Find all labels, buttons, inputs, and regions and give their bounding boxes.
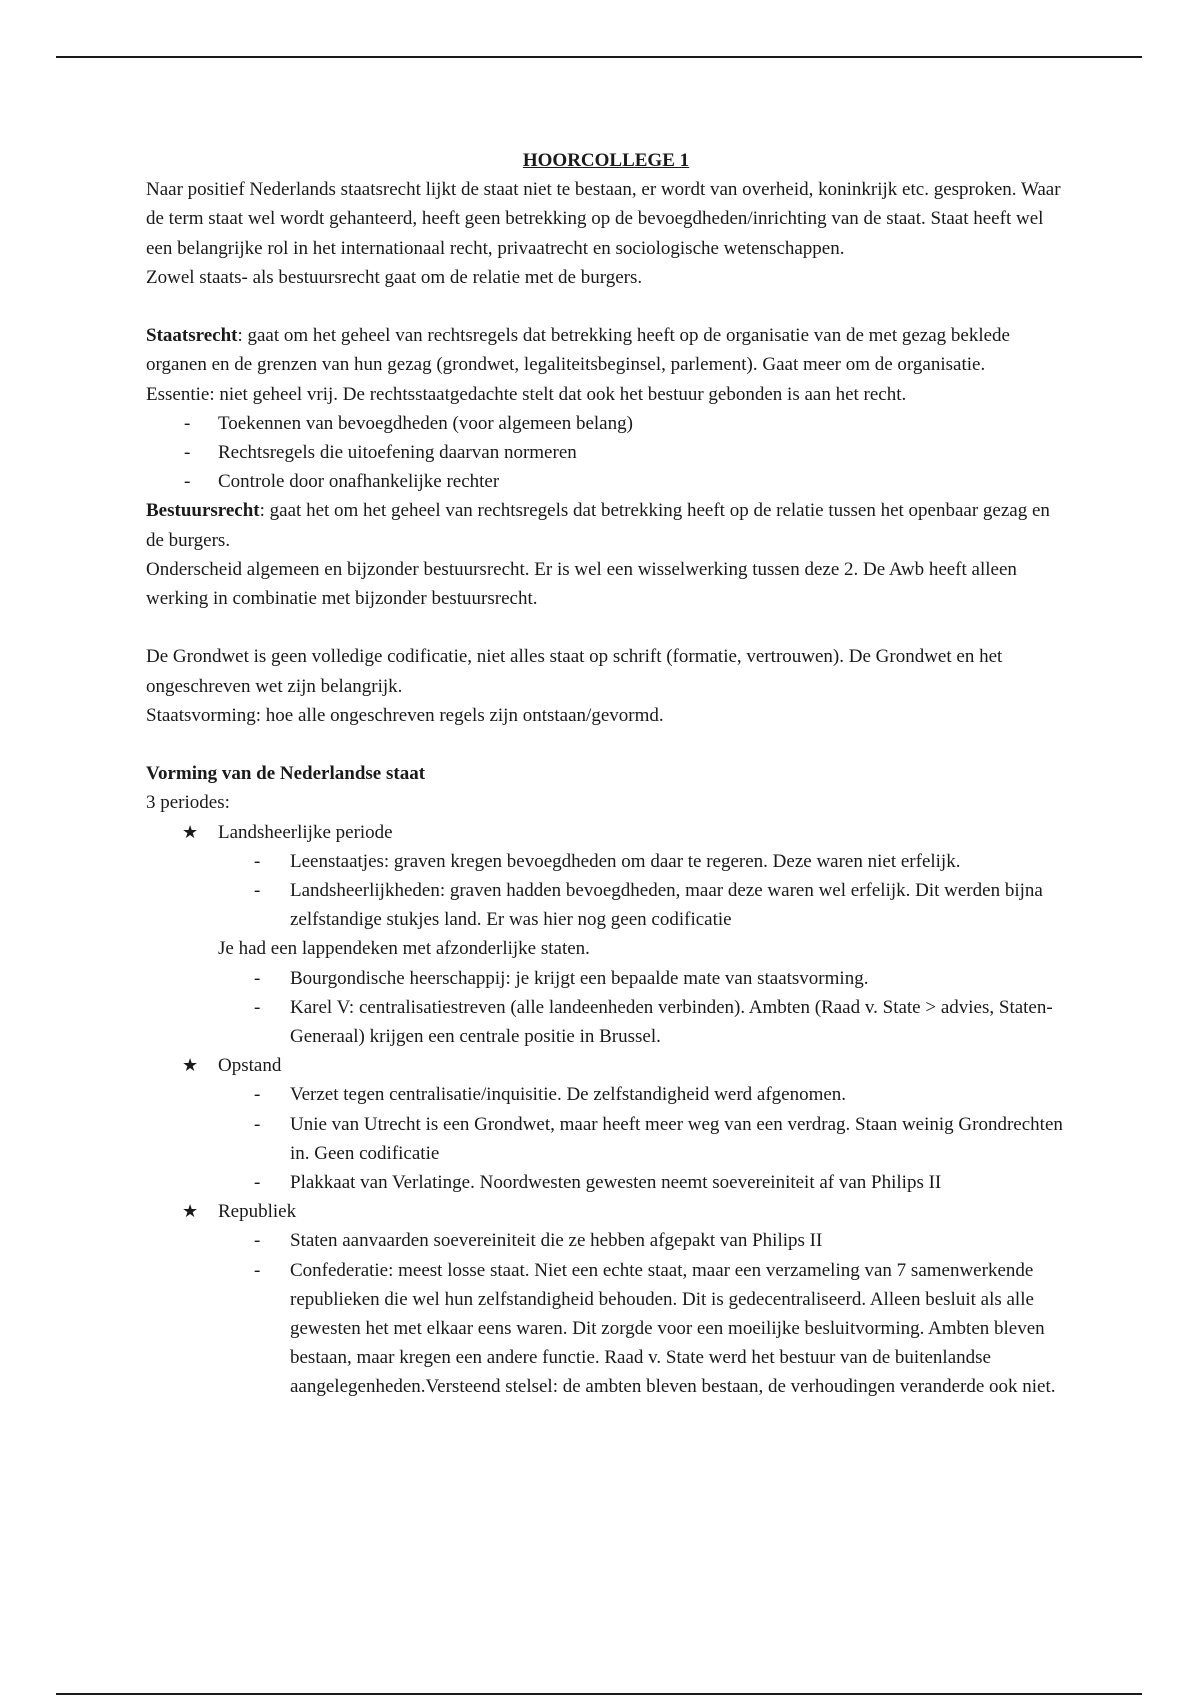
period-sub-list [218, 1080, 1066, 1197]
list-item: - Controle door onafhankelijke rechter [146, 467, 1066, 496]
document-title: HOORCOLLEGE 1 [522, 150, 690, 171]
period-item [146, 818, 1066, 1052]
list-item: - Karel V: centralisatiestreven (alle landeenheden verbinden). Ambten (Raad v. State > advies, Staten-Generaal) krijgen een centrale positie in Brussel. [218, 993, 1066, 1051]
period-sub-list [218, 1226, 1066, 1401]
list-item: - Plakkaat van Verlatinge. Noordwesten gewesten neemt soevereiniteit af van Philips II [218, 1168, 1066, 1197]
grondwet-paragraph: De Grondwet is geen volledige codificatie, niet alles staat op schrift (formatie, vertrouwen). De Grondwet en het ongeschreven wet zijn belangrijk. [146, 646, 1003, 697]
list-item: - Verzet tegen centralisatie/inquisitie. De zelfstandigheid werd afgenomen. [218, 1080, 1066, 1109]
bestuursrecht-definition [146, 496, 1066, 554]
intro-relation-line: Zowel staats- als bestuursrecht gaat om de relatie met de burgers. [146, 266, 643, 288]
staatsrecht-points [146, 409, 1066, 497]
period-name: Opstand [218, 1055, 282, 1077]
spacer [146, 292, 1066, 321]
list-item: - Staten aanvaarden soevereiniteit die ze hebben afgepakt van Philips II [218, 1226, 1066, 1255]
bestuursrecht-text: : gaat het om het geheel van rechtsregels dat betrekking heeft op de relatie tussen het openbaar gezag en de burgers. [146, 500, 1050, 551]
staatsrecht-term: Staatsrecht [146, 325, 238, 347]
list-item: - Toekennen van bevoegdheden (voor algemeen belang) [146, 409, 1066, 438]
period-item [146, 1197, 1066, 1401]
bestuursrecht-term: Bestuursrecht [146, 500, 260, 522]
intro-paragraph: Naar positief Nederlands staatsrecht lijkt de staat niet te bestaan, er wordt van overheid, koninkrijk etc. gesproken. Waar de term staat wel wordt gehanteerd, heeft geen betrekking op de bevoegdheden/inrichting van de staat. Staat heeft wel een belangrijke rol in het internationaal recht, privaatrecht en sociologische wetenschappen. [146, 179, 1061, 259]
list-item: - Confederatie: meest losse staat. Niet een echte staat, maar een verzameling van 7 samenwerkende republieken die wel hun zelfstandigheid behouden. Dit is gedecentraliseerd. Alleen besluit als alle gewesten het met elkaar eens waren. Dit zorgde voor een moeilijke besluitvorming. Ambten bleven bestaan, maar kregen een andere functie. Raad v. State werd het bestuur van de buitenlandse aangelegenheden.Versteend stelsel: de ambten bleven bestaan, de verhoudingen veranderde ook niet. [218, 1256, 1066, 1402]
top-rule [56, 56, 1142, 58]
list-item: - Unie van Utrecht is een Grondwet, maar heeft meer weg van een verdrag. Staan weinig Grondrechten in. Geen codificatie [218, 1110, 1066, 1168]
period-sub-list [218, 964, 1066, 1052]
period-name: Landsheerlijke periode [218, 821, 393, 843]
list-item: - Leenstaatjes: graven kregen bevoegdheden om daar te regeren. Deze waren niet erfelijk. [218, 847, 1066, 876]
period-sub-list [218, 847, 1066, 935]
staatsvorming-line: Staatsvorming: hoe alle ongeschreven regels zijn ontstaan/gevormd. [146, 704, 664, 726]
star-bullet-icon: ★ [182, 1055, 199, 1077]
section-heading: Vorming van de Nederlandse staat [146, 763, 426, 785]
spacer [146, 730, 1066, 759]
spacer [146, 613, 1066, 642]
periods-list [146, 818, 1066, 1402]
staatsrecht-text: : gaat om het geheel van rechtsregels dat betrekking heeft op de organisatie van de met gezag beklede organen en de grenzen van hun gezag (grondwet, legaliteitsbeginsel, parlement). Gaat meer om de organisatie. [146, 325, 1010, 376]
document-page [146, 146, 1066, 1402]
list-item: - Bourgondische heerschappij: je krijgt een bepaalde mate van staatsvorming. [218, 964, 1066, 993]
bottom-rule [56, 1693, 1142, 1695]
list-item: - Landsheerlijkheden: graven hadden bevoegdheden, maar deze waren wel erfelijk. Dit werden bijna zelfstandige stukjes land. Er was hier nog geen codificatie [218, 876, 1066, 934]
star-bullet-icon: ★ [182, 821, 199, 843]
bestuursrecht-distinction: Onderscheid algemeen en bijzonder bestuursrecht. Er is wel een wisselwerking tussen deze 2. De Awb heeft alleen werking in combinatie met bijzonder bestuursrecht. [146, 558, 1017, 610]
staatsrecht-essence: Essentie: niet geheel vrij. De rechtsstaatgedachte stelt dat ook het bestuur gebonden is aan het recht. [146, 383, 907, 405]
staatsrecht-definition [146, 321, 1066, 379]
periods-label: 3 periodes: [146, 792, 230, 814]
period-item [146, 1051, 1066, 1197]
list-item: - Rechtsregels die uitoefening daarvan normeren [146, 438, 1066, 467]
period-name: Republiek [218, 1201, 297, 1223]
period-note: Je had een lappendeken met afzonderlijke staten. [218, 938, 590, 960]
star-bullet-icon: ★ [182, 1201, 199, 1223]
